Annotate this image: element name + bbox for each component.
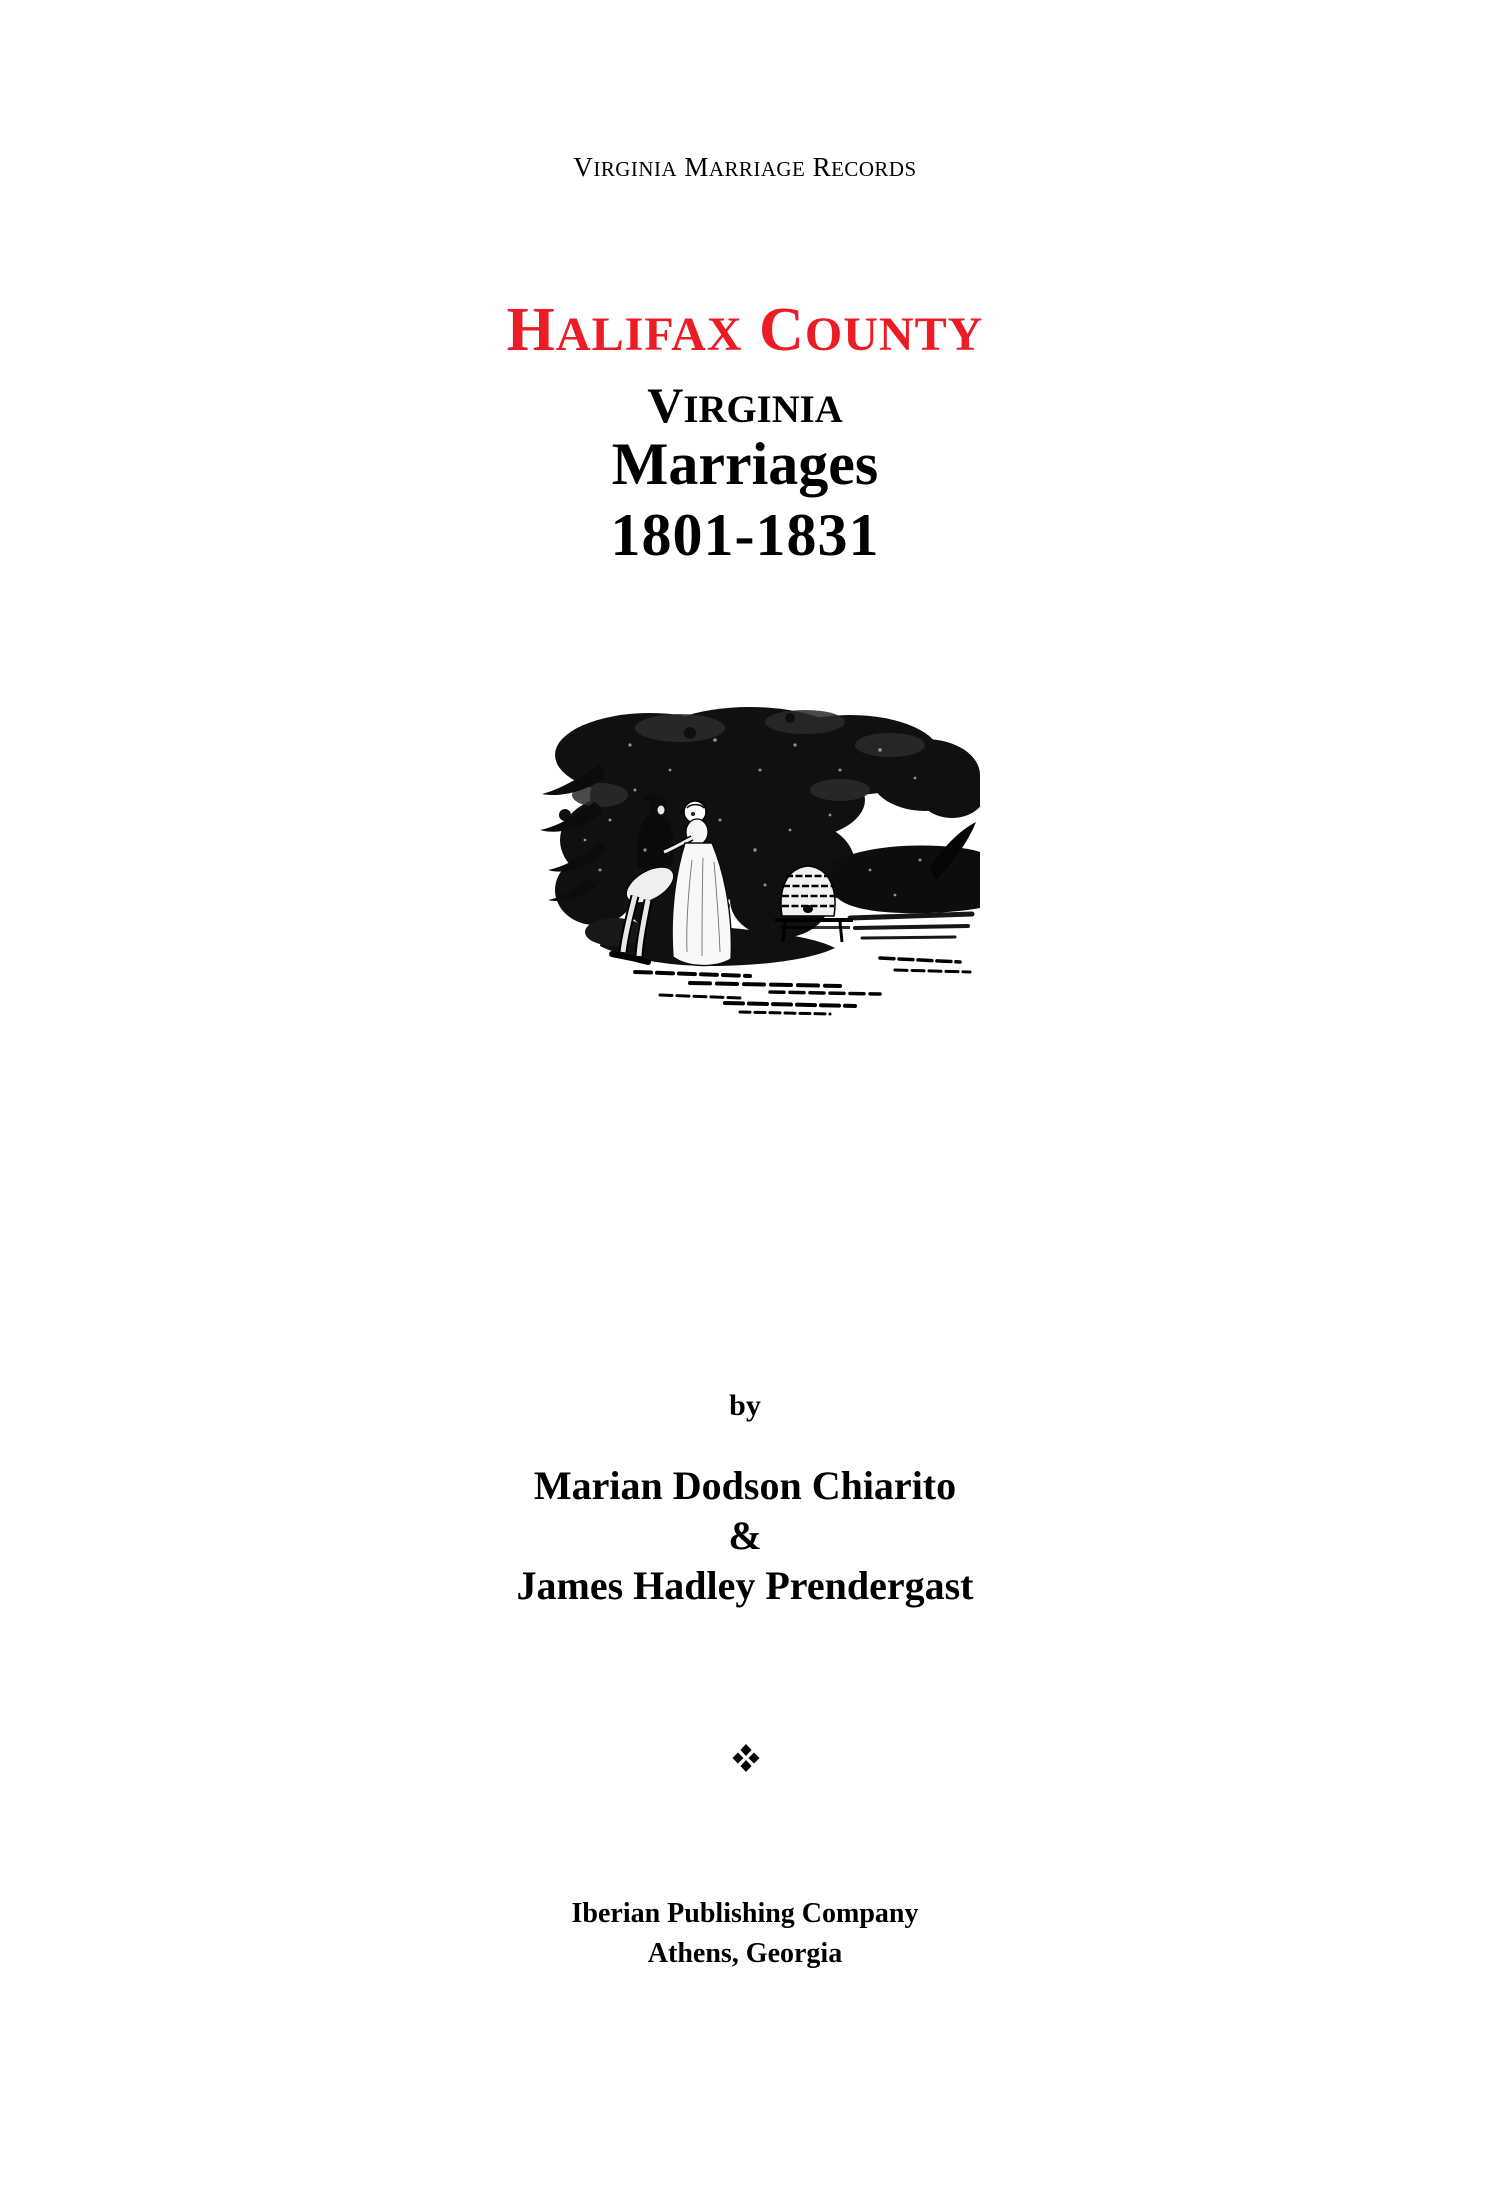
publisher-block <box>0 1894 1490 1974</box>
author-block <box>0 1461 1490 1611</box>
page-title: HALIFAX COUNTY <box>506 296 984 364</box>
author-name-2: James Hadley Prendergast <box>516 1563 974 1608</box>
ampersand: & <box>728 1513 762 1558</box>
publisher-location: Athens, Georgia <box>647 1938 843 1969</box>
author-name-1: Marian Dodson Chiarito <box>533 1463 957 1508</box>
byline: by <box>729 1389 761 1422</box>
four-diamonds-ornament-icon <box>731 1743 761 1773</box>
engraving-couple-under-tree-with-beehive-illustration <box>540 700 980 1020</box>
subtitle-state: VIRGINIA <box>647 377 843 433</box>
series-header: VIRGINIA MARRIAGE RECORDS <box>573 152 917 182</box>
year-range: 1801-1831 <box>610 502 880 568</box>
publisher-name: Iberian Publishing Company <box>571 1898 919 1929</box>
subject-title: Marriages <box>611 431 879 497</box>
